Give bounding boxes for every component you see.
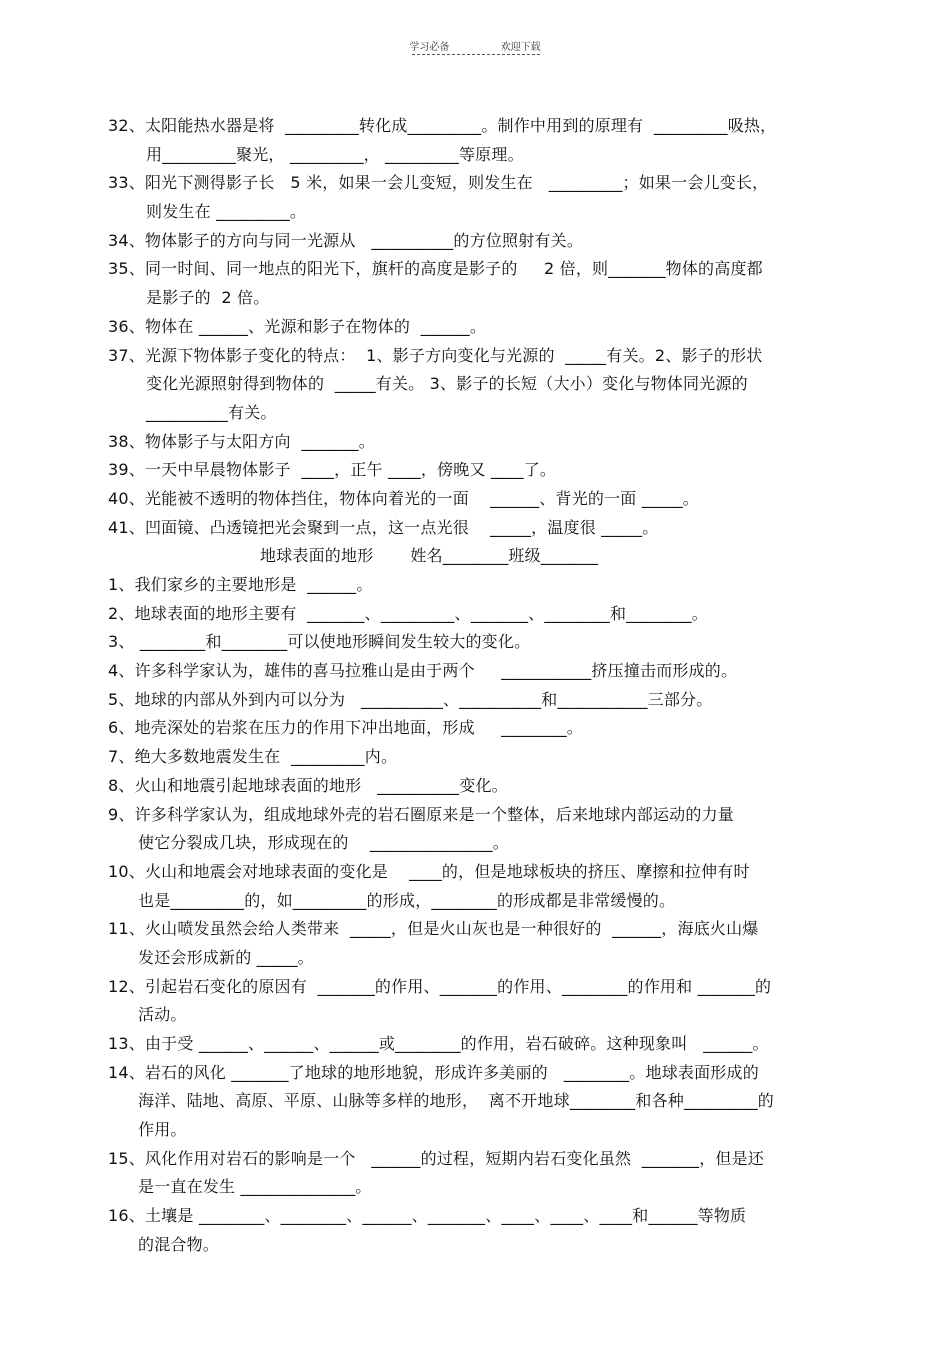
worksheet-line: 36、物体在 ______、光源和影子在物体的 ______。 xyxy=(108,316,487,336)
worksheet-line: 作用。 xyxy=(138,1120,187,1140)
worksheet-line: 的混合物。 xyxy=(138,1234,220,1254)
header-left-text: 学习必备 xyxy=(409,42,450,53)
worksheet-line: 5、地球的内部从外到内可以分为 __________、__________和___________三部分。 xyxy=(108,689,713,709)
worksheet-line: 8、火山和地震引起地球表面的地形 __________变化。 xyxy=(108,775,508,795)
worksheet-line: 16、土壤是 ________、________、______、_______、____、____、____和______等物质 xyxy=(108,1206,747,1226)
worksheet-line: 9、许多科学家认为，组成地球外壳的岩石圈原来是一个整体，后来地球内部运动的力量 xyxy=(108,804,734,824)
worksheet-line: 发还会形成新的 _____。 xyxy=(138,947,314,967)
worksheet-line: 7、绝大多数地震发生在 _________内。 xyxy=(108,747,398,767)
worksheet-line: 使它分裂成几块，形成现在的 _______________。 xyxy=(138,833,509,853)
worksheet-line: 40、光能被不透明的物体挡住，物体向着光的一面 ______、背光的一面 _____。 xyxy=(108,488,699,508)
worksheet-line: 12、引起岩石变化的原因有 _______的作用、_______的作用、________的作用和 _______的 xyxy=(108,976,772,996)
worksheet-line: 也是_________的，如_________的形成，________的形成都是非常缓慢的。 xyxy=(138,890,676,910)
worksheet-line: 11、火山喷发虽然会给人类带来 _____，但是火山灰也是一种很好的 ______，海底火山爆 xyxy=(108,919,759,939)
header-right-text: 欢迎下载 xyxy=(500,42,541,53)
worksheet-line: 是一直在发生 ______________。 xyxy=(138,1177,372,1197)
worksheet-line: 15、风化作用对岩石的影响是一个 ______的过程，短期内岩石变化虽然 _______，但是还 xyxy=(108,1148,764,1168)
worksheet-line: 32、太阳能热水器是将 _________转化成_________。制作中用到的原理有 _________吸热， xyxy=(108,116,777,135)
worksheet-line: 14、岩石的风化 _______了地球的地形地貌，形成许多美丽的 ________。地球表面形成的 xyxy=(108,1062,759,1082)
worksheet-line: 活动。 xyxy=(138,1005,187,1025)
worksheet-line: 4、许多科学家认为，雄伟的喜马拉雅山是由于两个 ___________挤压撞击而形成的。 xyxy=(108,661,738,681)
worksheet-line: 地球表面的地形 姓名________班级_______ xyxy=(260,546,599,566)
worksheet-line: __________有关。 xyxy=(146,402,277,422)
worksheet-line: 38、物体影子与太阳方向 _______。 xyxy=(108,431,375,451)
worksheet-line: 33、阳光下测得影子长 5 米，如果一会儿变短，则发生在 _________；如果一会儿变长， xyxy=(108,173,769,193)
worksheet-line: 10、火山和地震会对地球表面的变化是 ____的，但是地球板块的挤压、摩擦和拉伸有时 xyxy=(108,861,750,881)
worksheet-line: 是影子的 2 倍。 xyxy=(146,288,270,308)
worksheet-body xyxy=(108,112,848,1260)
worksheet-line: 6、地壳深处的岩浆在压力的作用下冲出地面，形成 ________。 xyxy=(108,718,584,738)
worksheet-line: 13、由于受 ______、______、______或________的作用，岩石破碎。这种现象叫 ______。 xyxy=(108,1034,769,1053)
worksheet-line: 用_________聚光， _________， _________等原理。 xyxy=(146,144,524,164)
worksheet-line: 海洋、陆地、高原、平原、山脉等多样的地形， 离不开地球________和各种_________的 xyxy=(138,1091,774,1111)
header-divider xyxy=(412,54,540,55)
worksheet-line: 变化光源照射得到物体的 _____有关。 3、影子的长短（大小）变化与物体同光源的 xyxy=(146,374,748,394)
worksheet-line: 则发生在 _________。 xyxy=(146,202,307,222)
worksheet-line: 34、物体影子的方向与同一光源从 __________的方位照射有关。 xyxy=(108,230,584,250)
worksheet-line: 35、同一时间、同一地点的阳光下，旗杆的高度是影子的 2 倍，则_______物体的高度都 xyxy=(108,259,763,279)
worksheet-line: 41、凹面镜、凸透镜把光会聚到一点，这一点光很 _____，温度很 _____。 xyxy=(108,517,659,537)
worksheet-line: 37、光源下物体影子变化的特点： 1、影子方向变化与光源的 _____有关。2、影子的形状 xyxy=(108,345,763,365)
worksheet-line: 1、我们家乡的主要地形是 ______。 xyxy=(108,575,373,594)
worksheet-line: 3、 ________和________可以使地形瞬间发生较大的变化。 xyxy=(108,632,531,652)
worksheet-line: 2、地球表面的地形主要有 _______、_________、_______、________和________。 xyxy=(108,603,708,623)
worksheet-line: 39、一天中早晨物体影子 ____，正午 ____，傍晚又 ____了。 xyxy=(108,460,557,480)
page-header xyxy=(0,38,950,53)
